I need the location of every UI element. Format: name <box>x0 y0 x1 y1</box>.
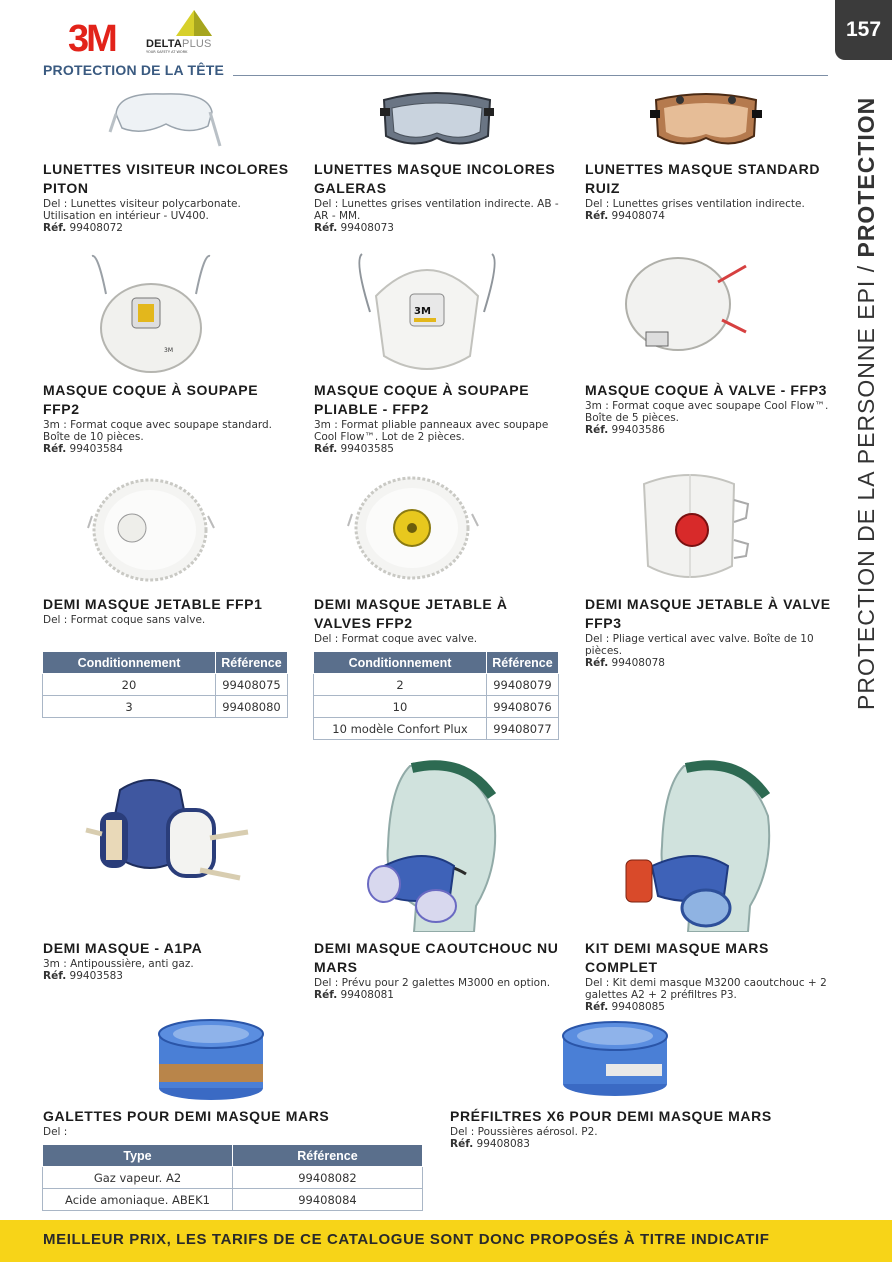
product-card <box>450 1107 830 1151</box>
table-row <box>314 718 559 740</box>
product-title: GALETTES POUR DEMI MASQUE MARS <box>43 1108 330 1124</box>
disposable-mask-yellow-valve-image <box>346 472 480 584</box>
product-reference <box>314 443 564 456</box>
product-title: DEMI MASQUE JETABLE FFP1 <box>43 596 263 612</box>
product-card <box>43 381 293 456</box>
product-reference <box>314 222 564 235</box>
product-card <box>585 595 835 670</box>
table-cell: 2 <box>314 674 487 696</box>
table-cell: 99408084 <box>233 1189 423 1211</box>
section-title: PROTECTION DE LA TÊTE <box>43 62 225 78</box>
product-title: DEMI MASQUE JETABLE À VALVE FFP3 <box>585 596 831 631</box>
product-card <box>585 381 835 437</box>
brand-plus-text: PLUS <box>182 38 212 50</box>
product-reference <box>43 222 293 235</box>
table-cell: Acide amoniaque. ABEK1 <box>43 1189 233 1211</box>
product-description: 3m : Antipoussière, anti gaz. <box>43 958 194 970</box>
deltaplus-tagline: YOUR SAFETY AT WORK <box>146 50 188 54</box>
product-title: KIT DEMI MASQUE MARS COMPLET <box>585 940 769 975</box>
product-card <box>585 939 835 1014</box>
ref-label: Réf. <box>585 424 609 436</box>
deltaplus-triangle-icon <box>174 8 214 38</box>
mars-mask-head-image <box>354 756 504 932</box>
product-description: Del : Poussières aérosol. P2. <box>450 1126 598 1138</box>
product-title: DEMI MASQUE CAOUTCHOUC NU MARS <box>314 940 559 975</box>
fold-mask-red-valve-image <box>630 470 752 588</box>
product-reference <box>43 443 293 456</box>
ref-value: 99408081 <box>340 989 394 1001</box>
filter-cartridge-a2-image <box>152 1012 270 1102</box>
table-cell: 99408082 <box>233 1167 423 1189</box>
table-cell: 20 <box>43 674 216 696</box>
ref-label: Réf. <box>314 222 338 234</box>
product-description: 3m : Format coque avec soupape standard. Boîte de 10 pièces. <box>43 419 273 443</box>
ref-value: 99403583 <box>69 970 123 982</box>
product-title: DEMI MASQUE - A1PA <box>43 940 203 956</box>
ref-value: 99403585 <box>340 443 394 455</box>
cup-mask-valve-image <box>88 254 214 376</box>
clear-goggles-image <box>380 88 494 152</box>
table-cell: 99408075 <box>216 674 288 696</box>
table-row <box>43 674 288 696</box>
product-reference <box>450 1138 830 1151</box>
ref-label: Réf. <box>314 989 338 1001</box>
product-description: Del : Lunettes grises ventilation indirecte. <box>585 198 805 210</box>
amber-goggles-image <box>650 86 762 156</box>
product-description: Del : Lunettes visiteur polycarbonate. Utilisation en intérieur - UV400. <box>43 198 241 222</box>
table-cell: 99408080 <box>216 696 288 718</box>
table-header: Type <box>43 1145 233 1167</box>
filter-cartridge-p2-image <box>556 1014 674 1098</box>
table-header: Conditionnement <box>43 652 216 674</box>
page-number: 157 <box>835 0 892 60</box>
table-row <box>314 696 559 718</box>
product-card <box>43 160 293 235</box>
ref-label: Réf. <box>43 222 67 234</box>
product-description: 3m : Format coque avec soupape Cool Flow™. Boîte de 5 pièces. <box>585 400 829 424</box>
deltaplus-wordmark <box>146 38 212 50</box>
table-cell: 99408079 <box>487 674 559 696</box>
product-description: Del : Prévu pour 2 galettes M3000 en option. <box>314 977 551 989</box>
product-description: Del : Format coque avec valve. <box>314 633 478 645</box>
price-disclaimer-banner <box>0 1220 892 1262</box>
product-reference <box>43 970 293 983</box>
packaging-table-ffp2 <box>313 651 559 740</box>
product-reference <box>585 424 835 437</box>
cup-mask-red-straps-image <box>618 252 748 364</box>
product-title: LUNETTES VISITEUR INCOLORES PITON <box>43 161 289 196</box>
svg-text:3M: 3M <box>164 347 173 354</box>
product-card <box>43 595 293 626</box>
side-title-light: PROTECTION DE LA PERSONNE EPI / <box>853 257 879 710</box>
ref-value: 99403586 <box>611 424 665 436</box>
packaging-table-ffp1 <box>42 651 288 718</box>
ref-value: 99408085 <box>611 1001 665 1013</box>
product-card <box>43 1107 423 1138</box>
ref-label: Réf. <box>450 1138 474 1150</box>
side-category-title <box>852 97 880 710</box>
product-description: 3m : Format pliable panneaux avec soupape Cool Flow™. Lot de 2 pièces. <box>314 419 549 443</box>
product-title: MASQUE COQUE À VALVE - FFP3 <box>585 382 828 398</box>
half-mask-a1-image <box>80 770 250 900</box>
mars-kit-head-image <box>622 756 782 932</box>
deltaplus-logo <box>146 8 246 54</box>
ref-value: 99408072 <box>69 222 123 234</box>
product-title: DEMI MASQUE JETABLE À VALVES FFP2 <box>314 596 508 631</box>
ref-label: Réf. <box>585 657 609 669</box>
ref-value: 99408083 <box>476 1138 530 1150</box>
product-title: LUNETTES MASQUE STANDARD RUIZ <box>585 161 821 196</box>
table-cell: 10 modèle Confort Plux <box>314 718 487 740</box>
product-title: MASQUE COQUE À SOUPAPE FFP2 <box>43 382 259 417</box>
side-title-bold: PROTECTION <box>853 96 879 258</box>
galettes-table <box>42 1144 423 1211</box>
ref-label: Réf. <box>314 443 338 455</box>
3m-logo: 3M <box>68 18 115 60</box>
table-cell: Gaz vapeur. A2 <box>43 1167 233 1189</box>
table-row <box>314 674 559 696</box>
ref-value: 99408078 <box>611 657 665 669</box>
ref-label: Réf. <box>43 970 67 982</box>
product-card <box>43 939 293 983</box>
svg-text:3M: 3M <box>414 306 431 317</box>
table-header: Référence <box>233 1145 423 1167</box>
product-description: Del : Kit demi masque M3200 caoutchouc + 2 galettes A2 + 2 préfiltres P3. <box>585 977 827 1001</box>
product-description: Del : Lunettes grises ventilation indirecte. AB - AR - MM. <box>314 198 559 222</box>
visitor-glasses-image <box>108 84 223 154</box>
product-card <box>314 939 564 1002</box>
product-description: Del : Format coque sans valve. <box>43 614 206 626</box>
product-card <box>585 160 835 223</box>
ref-value: 99403584 <box>69 443 123 455</box>
product-title: LUNETTES MASQUE INCOLORES GALERAS <box>314 161 556 196</box>
ref-label: Réf. <box>43 443 67 455</box>
ref-value: 99408074 <box>611 210 665 222</box>
product-reference <box>585 210 835 223</box>
ref-label: Réf. <box>585 210 609 222</box>
disposable-mask-image <box>86 474 216 586</box>
table-row <box>43 1167 423 1189</box>
table-row <box>43 696 288 718</box>
product-card <box>314 160 564 235</box>
product-reference <box>585 1001 835 1014</box>
table-header: Référence <box>216 652 288 674</box>
product-description: Del : Pliage vertical avec valve. Boîte de 10 pièces. <box>585 633 814 657</box>
product-title: MASQUE COQUE À SOUPAPE PLIABLE - FFP2 <box>314 382 530 417</box>
product-description: Del : <box>43 1126 68 1138</box>
product-reference <box>314 989 564 1002</box>
section-divider <box>233 75 828 76</box>
product-card <box>314 381 564 456</box>
fold-mask-valve-image <box>352 252 502 378</box>
table-cell: 99408076 <box>487 696 559 718</box>
table-cell: 99408077 <box>487 718 559 740</box>
product-reference <box>585 657 835 670</box>
ref-label: Réf. <box>585 1001 609 1013</box>
ref-value: 99408073 <box>340 222 394 234</box>
table-header: Conditionnement <box>314 652 487 674</box>
table-cell: 3 <box>43 696 216 718</box>
table-header: Référence <box>487 652 559 674</box>
brand-delta-text: DELTA <box>146 38 183 50</box>
product-card <box>314 595 564 645</box>
price-disclaimer-text: MEILLEUR PRIX, LES TARIFS DE CE CATALOGUE SONT DONC PROPOSÉS À TITRE INDICATIF <box>43 1231 770 1248</box>
product-title: PRÉFILTRES X6 POUR DEMI MASQUE MARS <box>450 1108 772 1124</box>
table-row <box>43 1189 423 1211</box>
table-cell: 10 <box>314 696 487 718</box>
